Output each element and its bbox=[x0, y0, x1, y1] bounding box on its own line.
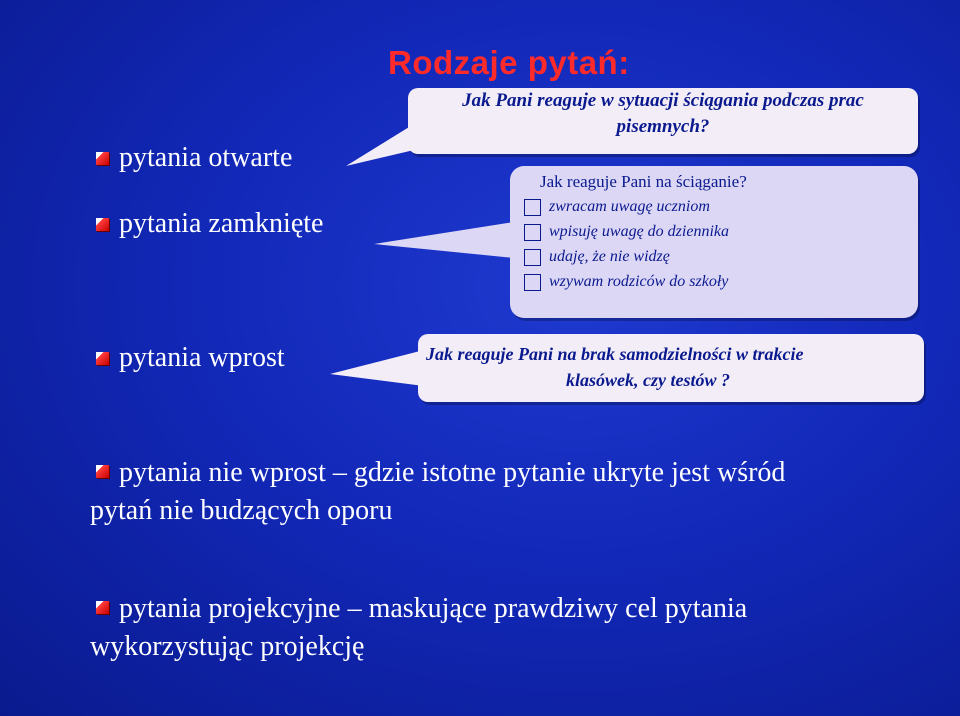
paragraph-line: pytań nie budzących oporu bbox=[90, 495, 393, 526]
bullet-square-icon bbox=[96, 352, 109, 365]
bullet-square-icon bbox=[96, 465, 109, 478]
option-label: zwracam uwagę uczniom bbox=[549, 198, 710, 215]
bullet-label: pytania zamknięte bbox=[119, 208, 324, 239]
bullet-square-icon bbox=[96, 218, 109, 231]
closed-question-callout bbox=[510, 166, 918, 318]
checkbox-icon bbox=[524, 249, 541, 266]
open-question-callout bbox=[408, 88, 918, 154]
callout-line: pisemnych? bbox=[616, 116, 710, 137]
bullet-label: pytania wprost bbox=[119, 342, 285, 373]
option-row bbox=[524, 273, 728, 291]
bullet-square-icon bbox=[96, 152, 109, 165]
bullet-direct-questions bbox=[96, 342, 285, 374]
checkbox-icon bbox=[524, 274, 541, 291]
checkbox-icon bbox=[524, 224, 541, 241]
bullet-label: pytania otwarte bbox=[119, 142, 293, 173]
option-label: wzywam rodziców do szkoły bbox=[549, 273, 729, 290]
indirect-questions-paragraph bbox=[90, 454, 940, 530]
option-row bbox=[524, 248, 670, 266]
callout-line: Jak Pani reaguje w sytuacji ściągania podczas prac bbox=[462, 90, 864, 111]
callout-line: klasówek, czy testów ? bbox=[566, 370, 730, 390]
paragraph-line: pytania nie wprost – gdzie istotne pytanie ukryte jest wśród bbox=[119, 457, 786, 488]
direct-question-callout bbox=[418, 334, 924, 402]
paragraph-line: wykorzystując projekcję bbox=[90, 631, 365, 662]
closed-callout-tail bbox=[374, 222, 514, 258]
checkbox-icon bbox=[524, 199, 541, 216]
callout-line: Jak reaguje Pani na brak samodzielności w trakcie bbox=[426, 344, 804, 364]
bullet-open-questions bbox=[96, 142, 292, 174]
option-label: wpisuję uwagę do dziennika bbox=[549, 223, 729, 240]
open-callout-tail bbox=[346, 124, 414, 166]
direct-callout-tail bbox=[330, 350, 424, 386]
option-row bbox=[524, 223, 729, 241]
bullet-square-icon bbox=[96, 601, 109, 614]
option-label: udaję, że nie widzę bbox=[549, 248, 670, 265]
slide-title: Rodzaje pytań: bbox=[388, 44, 630, 81]
paragraph-line: pytania projekcyjne – maskujące prawdziwy cel pytania bbox=[119, 593, 748, 624]
bullet-closed-questions bbox=[96, 208, 323, 240]
projective-questions-paragraph bbox=[90, 590, 940, 666]
closed-question-text: Jak reaguje Pani na ściąganie? bbox=[540, 172, 747, 191]
option-row bbox=[524, 198, 710, 216]
